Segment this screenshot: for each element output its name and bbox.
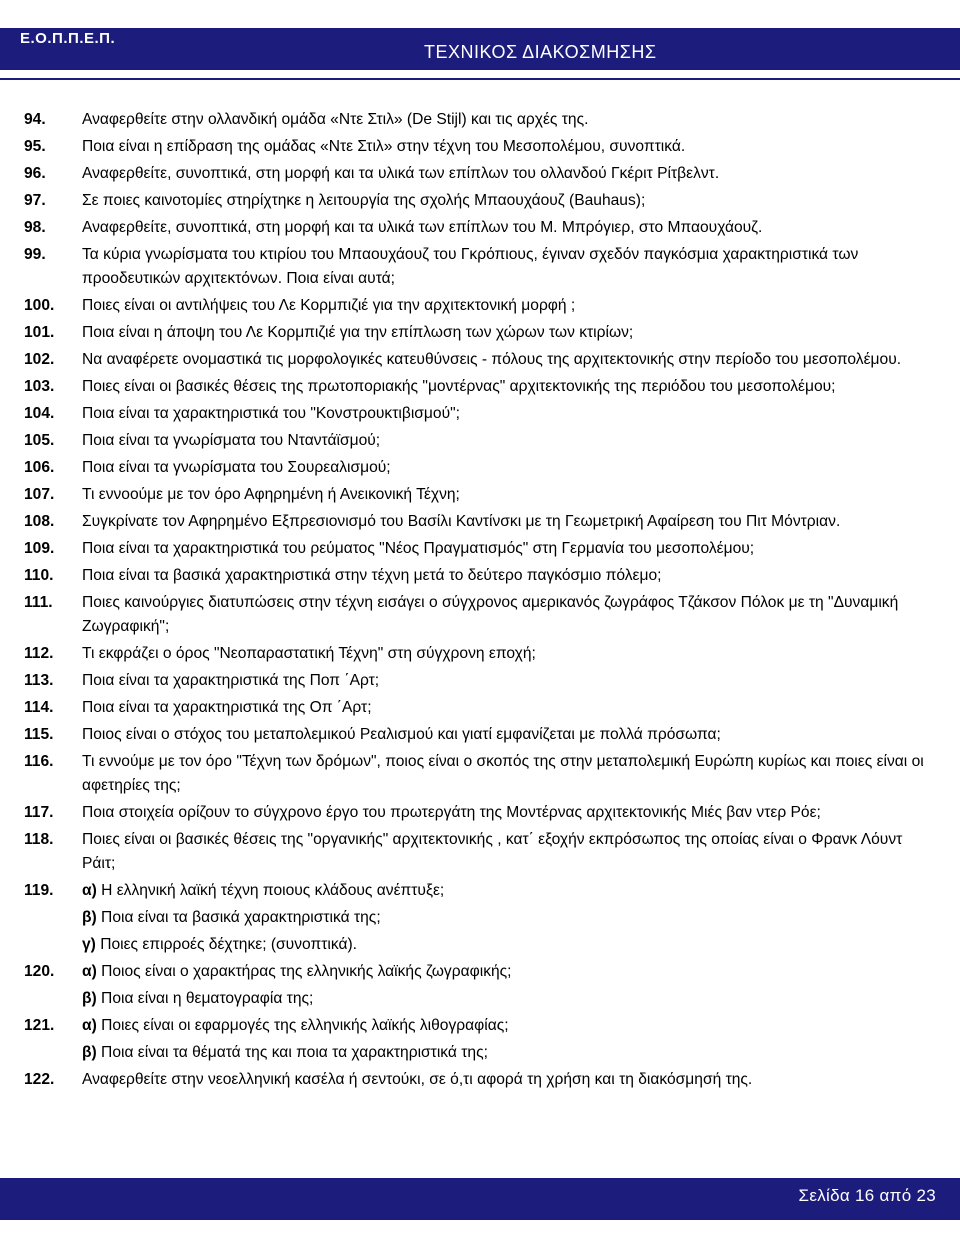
question-item — [24, 1014, 924, 1065]
question-text: Ποιες είναι οι βασικές θέσεις της πρωτοποριακής "μοντέρνας" αρχιτεκτονικής της περιόδου του μεσοπολέμου; — [82, 378, 836, 395]
question-text: Συγκρίνατε τον Αφηρημένο Εξπρεσιονισμό του Βασίλι Καντίνσκι με τη Γεωμετρική Αφαίρεση του Πιτ Μόντριαν. — [82, 513, 841, 530]
question-number: 107. — [24, 486, 55, 503]
question-item — [24, 108, 924, 132]
question-number: 118. — [24, 831, 54, 848]
question-text — [82, 1014, 924, 1065]
question-item — [24, 375, 924, 399]
sub-question-label: β) — [82, 1044, 97, 1061]
question-text: Αναφερθείτε, συνοπτικά, στη μορφή και τα υλικά των επίπλων του Μ. Μπρόγιερ, στο Μπαουχάουζ. — [82, 219, 763, 236]
question-text: Ποια είναι τα γνωρίσματα του Σουρεαλισμού; — [82, 459, 391, 476]
question-number: 120. — [24, 963, 55, 980]
page-number: Σελίδα 16 από 23 — [798, 1186, 936, 1205]
question-text: Ποια είναι η επίδραση της ομάδας «Ντε Στιλ» στην τέχνη του Μεσοπολέμου, συνοπτικά. — [82, 138, 686, 155]
question-number: 100. — [24, 297, 55, 314]
question-number: 106. — [24, 459, 55, 476]
question-number: 113. — [24, 672, 54, 689]
question-item — [24, 348, 924, 372]
question-item — [24, 135, 924, 159]
question-item — [24, 321, 924, 345]
question-item — [24, 189, 924, 213]
sub-question — [82, 906, 924, 930]
question-number: 99. — [24, 246, 46, 263]
question-list — [24, 108, 924, 1092]
question-text: Να αναφέρετε ονομαστικά τις μορφολογικές κατευθύνσεις - πόλους της αρχιτεκτονικής στην περίοδο του μεσοπολέμου. — [82, 351, 902, 368]
sub-question-text: Ποιες είναι οι εφαρμογές της ελληνικής λαϊκής λιθογραφίας; — [96, 1017, 509, 1034]
question-number: 95. — [24, 138, 46, 155]
question-text: Αναφερθείτε στην ολλανδική ομάδα «Ντε Στιλ» (De Stijl) και τις αρχές της. — [82, 111, 589, 128]
question-text — [82, 960, 924, 1011]
question-number: 103. — [24, 378, 55, 395]
question-number: 104. — [24, 405, 55, 422]
organization-name: Ε.Ο.Π.Π.Ε.Π. — [20, 30, 116, 47]
question-number: 114. — [24, 699, 54, 716]
question-text: Ποιες είναι οι αντιλήψεις του Λε Κορμπιζιέ για την αρχιτεκτονική μορφή ; — [82, 297, 576, 314]
question-item — [24, 642, 924, 666]
sub-question-text: Ποιες επιρροές δέχτηκε; (συνοπτικά). — [95, 936, 357, 953]
question-item — [24, 1068, 924, 1092]
question-number: 111. — [24, 594, 53, 611]
question-number: 116. — [24, 753, 54, 770]
question-number: 117. — [24, 804, 54, 821]
question-number: 94. — [24, 111, 46, 128]
question-item — [24, 696, 924, 720]
question-text: Αναφερθείτε, συνοπτικά, στη μορφή και τα υλικά των επίπλων του ολλανδού Γκέριτ Ρίτβελντ. — [82, 165, 720, 182]
question-number: 122. — [24, 1071, 55, 1088]
question-item — [24, 429, 924, 453]
question-text: Ποιες καινούργιες διατυπώσεις στην τέχνη εισάγει ο σύγχρονος αμερικανός ζωγράφος Τζάκσον Πόλοκ με τη "Δυναμική Ζωγραφική"; — [82, 594, 899, 635]
question-text: Σε ποιες καινοτομίες στηρίχτηκε η λειτουργία της σχολής Μπαουχάουζ (Bauhaus); — [82, 192, 646, 209]
question-text: Ποια είναι τα χαρακτηριστικά της Οπ ΄Αρτ; — [82, 699, 372, 716]
question-text — [82, 879, 924, 957]
question-text: Ποια είναι τα χαρακτηριστικά του "Κονστρουκτιβισμού"; — [82, 405, 460, 422]
question-number: 121. — [24, 1017, 55, 1034]
sub-question — [82, 1041, 924, 1065]
question-number: 96. — [24, 165, 46, 182]
question-text: Ποια είναι η άποψη του Λε Κορμπιζιέ για την επίπλωση των χώρων των κτιρίων; — [82, 324, 634, 341]
question-number: 102. — [24, 351, 55, 368]
question-item — [24, 879, 924, 957]
question-item — [24, 483, 924, 507]
question-text: Ποια είναι τα χαρακτηριστικά του ρεύματος "Νέος Πραγματισμός" στη Γερμανία του μεσοπολέμου; — [82, 540, 755, 557]
question-item — [24, 216, 924, 240]
sub-question-text: Ποιος είναι ο χαρακτήρας της ελληνικής λαϊκής ζωγραφικής; — [96, 963, 512, 980]
sub-question-text: Η ελληνική λαϊκή τέχνη ποιους κλάδους ανέπτυξε; — [96, 882, 445, 899]
question-item — [24, 402, 924, 426]
sub-question-label: α) — [82, 963, 97, 980]
question-text: Ποια είναι τα γνωρίσματα του Νταντάϊσμού; — [82, 432, 381, 449]
sub-question — [82, 987, 924, 1011]
question-item — [24, 564, 924, 588]
sub-question-text: Ποια είναι η θεματογραφία της; — [96, 990, 314, 1007]
sub-question-label: β) — [82, 990, 97, 1007]
sub-question — [82, 933, 924, 957]
question-text: Ποια στοιχεία ορίζουν το σύγχρονο έργο του πρωτεργάτη της Μοντέρνας αρχιτεκτονικής Μιές βαν ντερ Ρόε; — [82, 804, 821, 821]
header-divider — [0, 78, 960, 80]
question-item — [24, 801, 924, 825]
question-number: 119. — [24, 882, 54, 899]
question-text: Ποιος είναι ο στόχος του μεταπολεμικού Ρεαλισμού και γιατί εμφανίζεται με πολλά πρόσωπα; — [82, 726, 721, 743]
question-item — [24, 669, 924, 693]
page-header-title: ΤΕΧΝΙΚΟΣ ΔΙΑΚΟΣΜΗΣΗΣ — [424, 42, 657, 62]
question-text: Τι εννούμε με τον όρο "Τέχνη των δρόμων", ποιος είναι ο σκοπός της στην μεταπολεμική Ευρώπη κυρίως και ποιες είναι οι αφετηρίες της; — [82, 753, 924, 794]
question-item — [24, 750, 924, 798]
question-item — [24, 162, 924, 186]
question-text: Αναφερθείτε στην νεοελληνική κασέλα ή σεντούκι, σε ό,τι αφορά τη χρήση και τη διακόσμησή της. — [82, 1071, 753, 1088]
question-number: 112. — [24, 645, 54, 662]
question-text: Ποια είναι τα βασικά χαρακτηριστικά στην τέχνη μετά το δεύτερο παγκόσμιο πόλεμο; — [82, 567, 662, 584]
sub-question — [82, 879, 924, 903]
sub-question — [82, 1014, 924, 1038]
question-text: Ποιες είναι οι βασικές θέσεις της "οργανικής" αρχιτεκτονικής , κατ΄ εξοχήν εκπρόσωπος της οποίας είναι ο Φρανκ Λόυντ Ράιτ; — [82, 831, 903, 872]
question-text: Τι εννοούμε με τον όρο Αφηρημένη ή Ανεικονική Τέχνη; — [82, 486, 460, 503]
question-item — [24, 294, 924, 318]
sub-question-label: β) — [82, 909, 97, 926]
question-number: 110. — [24, 567, 54, 584]
question-number: 109. — [24, 540, 55, 557]
question-number: 108. — [24, 513, 55, 530]
sub-question-label: γ) — [82, 936, 96, 953]
question-item — [24, 510, 924, 534]
question-text: Τα κύρια γνωρίσματα του κτιρίου του Μπαουχάουζ του Γκρόπιους, έγιναν σχεδόν παγκόσμια χαρακτηριστικά των προοδευτικών αρχιτεκτόνων. Ποια είναι αυτά; — [82, 246, 859, 287]
question-number: 101. — [24, 324, 55, 341]
question-item — [24, 243, 924, 291]
sub-question-label: α) — [82, 882, 97, 899]
question-item — [24, 537, 924, 561]
sub-question-label: α) — [82, 1017, 97, 1034]
question-number: 105. — [24, 432, 55, 449]
question-item — [24, 591, 924, 639]
question-item — [24, 456, 924, 480]
sub-question-text: Ποια είναι τα θέματά της και ποια τα χαρακτηριστικά της; — [96, 1044, 488, 1061]
question-number: 115. — [24, 726, 54, 743]
question-number: 97. — [24, 192, 46, 209]
sub-question — [82, 960, 924, 984]
question-item — [24, 723, 924, 747]
question-item — [24, 960, 924, 1011]
question-text: Ποια είναι τα χαρακτηριστικά της Ποπ ΄Αρτ; — [82, 672, 380, 689]
sub-question-text: Ποια είναι τα βασικά χαρακτηριστικά της; — [96, 909, 381, 926]
question-item — [24, 828, 924, 876]
question-number: 98. — [24, 219, 46, 236]
question-text: Τι εκφράζει ο όρος "Νεοπαραστατική Τέχνη" στη σύγχρονη εποχή; — [82, 645, 536, 662]
